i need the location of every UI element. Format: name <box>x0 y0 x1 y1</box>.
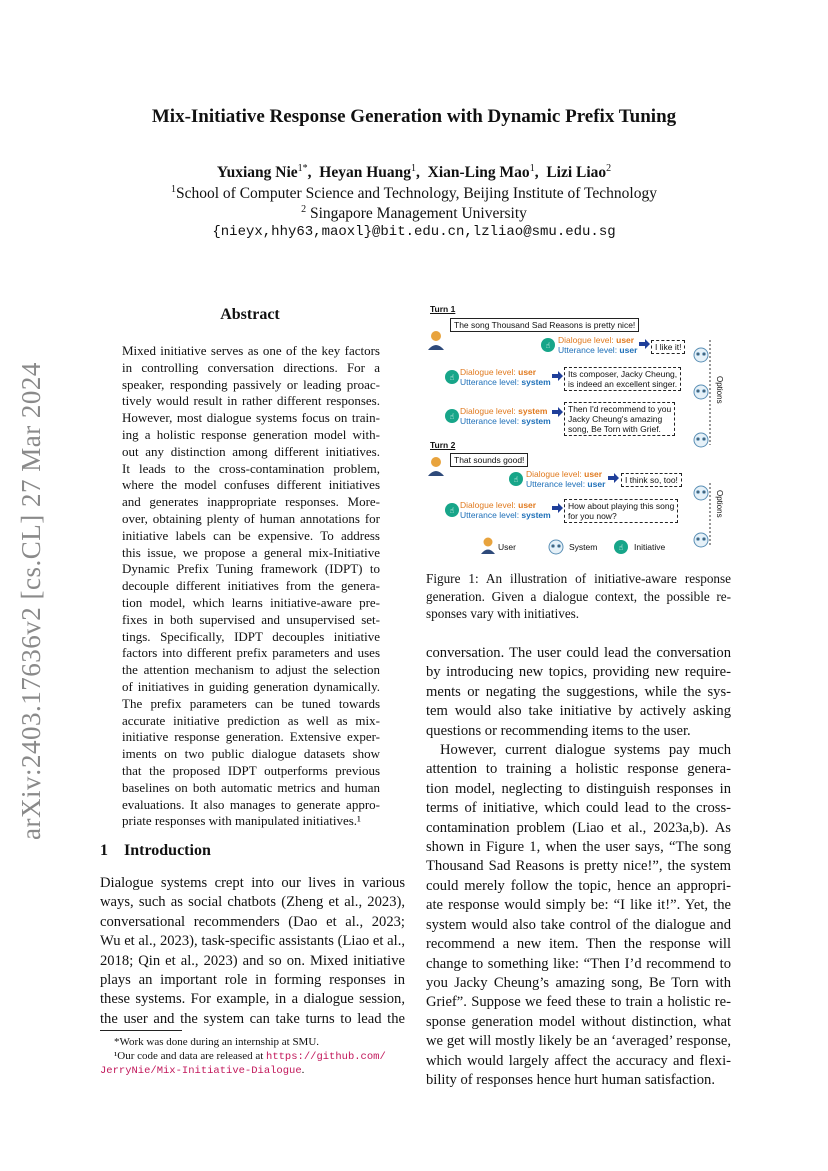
figure-1 <box>424 300 736 562</box>
text-line: shown in Figure 1, when the user says, “The song <box>426 839 731 856</box>
legend-system: System <box>569 542 598 552</box>
text-line: ing a holistic response generation model with- <box>122 426 380 442</box>
text-line: questions or recommending items to the user. <box>426 722 691 739</box>
text-line: Mixed initiative serves as one of the key factors <box>122 343 380 358</box>
text-line: iments on two public dialogue datasets show <box>122 746 380 762</box>
response-i-think-so: I think so, too! <box>621 473 682 487</box>
intro-right-column <box>426 644 731 1090</box>
text-line: accurate initiative prediction as well as mix- <box>122 712 380 728</box>
text-line: which would largely affect the accuracy and flexi- <box>426 1052 731 1069</box>
text-line: The prefix parameters can be tuned towards <box>122 695 380 711</box>
robot-icon <box>694 486 708 500</box>
abstract-heading: Abstract <box>220 306 280 323</box>
level-label: Dialogue level: user Utterance level: system <box>460 367 551 387</box>
robot-icon <box>694 385 708 399</box>
text-line: system would also take control of the dialogue and <box>426 916 731 933</box>
text-line: decouple different initiatives from the genera- <box>122 578 380 594</box>
robot-icon <box>694 433 708 447</box>
legend-initiative-icon <box>614 540 628 554</box>
level-label: Dialogue level: user Utterance level: user <box>558 335 638 355</box>
legend-system-icon <box>549 540 563 554</box>
author-name: Heyan Huang <box>319 164 411 182</box>
author-name: Yuxiang Nie <box>216 164 298 182</box>
legend-initiative: Initiative <box>634 542 666 552</box>
arrow-icon <box>608 473 619 483</box>
options-label: Options <box>715 490 724 518</box>
code-link[interactable]: JerryNie/Mix-Initiative-Dialogue <box>100 1065 302 1077</box>
section-heading <box>100 842 211 860</box>
section-title: Introduction <box>124 842 211 859</box>
text-line: sponse generation model without distinction, what <box>426 1013 731 1030</box>
text-line: could merely follow the topic, hence an appropri- <box>426 877 731 894</box>
text-line: Figure 1: An illustration of initiative-aware response <box>426 571 731 586</box>
text-line: these systems. For example, in a dialogue session, <box>100 991 405 1008</box>
affiliation-mark: 2 <box>301 204 307 215</box>
response-i-like-it: I like it! <box>651 340 685 354</box>
text-line: we get will mostly likely be an ‘averaged’ response, <box>426 1033 731 1050</box>
text-line: ate response would simply be: “I like it!”. Yet, the <box>426 897 731 914</box>
text-line: tem would also take initiative by actively asking <box>426 703 731 720</box>
footnote-rule <box>100 1030 182 1031</box>
text-line: attention to training a holistic response genera- <box>426 761 731 778</box>
text-line: by introducing new topics, providing new require- <box>426 664 731 681</box>
svg-text:☝: ☝ <box>449 373 455 382</box>
text-line: tings. Specifically, IDPT decouples initiative <box>122 628 380 644</box>
text-line: conversation. The user could lead the conversation <box>426 645 731 661</box>
response-recommend: Then I'd recommend to you Jacky Cheung's amazing song, Be Torn with Grief. <box>564 402 675 436</box>
text-line: terms of initiative, which could lead to the cross- <box>426 800 731 817</box>
author-mark: 1 <box>411 163 416 174</box>
turn-2-label: Turn 2 <box>430 440 456 450</box>
text-line: plays an important role in forming responses in <box>100 972 405 989</box>
author-mark: 1* <box>297 163 308 174</box>
arrow-icon <box>639 339 650 349</box>
initiative-icon <box>541 338 555 352</box>
text-line: Thousand Sad Reasons is pretty nice!”, the system <box>426 858 731 875</box>
text-line: tively would result in rather different responses. <box>122 393 380 409</box>
text-line: However, most dialogue systems focus on train- <box>122 410 380 426</box>
text-line: tion model, neglecting to distinguish responses in <box>426 780 731 797</box>
svg-text:☝: ☝ <box>449 412 455 421</box>
svg-text:☝: ☝ <box>618 543 624 552</box>
intro-left-column <box>100 874 405 1029</box>
options-label: Options <box>715 376 724 404</box>
text-line: However, current dialogue systems pay much <box>440 742 731 759</box>
text-line: factors into different prefix parameters and uses <box>122 645 380 661</box>
affiliation <box>0 184 828 203</box>
svg-text:☝: ☝ <box>449 506 455 515</box>
author-name: Lizi Liao <box>546 164 607 182</box>
svg-text:☝: ☝ <box>513 475 519 484</box>
author-list: Yuxiang Nie$^{1*}$, Heyan Huang$^1$, Xian-Ling Mao$^1$, Lizi Liao$^2$ <box>216 163 612 182</box>
text-line: the attention mechanism to adjust the selection <box>122 662 380 678</box>
text-line: initiative labels can be expensive. To address <box>122 527 380 543</box>
text-line: initiative response generation. Extensive exper- <box>122 729 380 745</box>
text-line: evaluations. It also manages to generate appro- <box>122 796 380 812</box>
text-line: Grief”. Suppose we feed these to train a holistic re- <box>426 994 731 1011</box>
user-icon <box>428 331 444 350</box>
response-how-about: How about playing this song for you now? <box>564 499 678 523</box>
author-mark: 1 <box>529 163 535 174</box>
legend-user-icon <box>481 538 495 555</box>
text-line: speaker, responding passively or leading proac- <box>122 376 380 392</box>
footnote-code-cont <box>100 1063 405 1078</box>
section-number: 1 <box>100 842 108 859</box>
user-utterance-1: The song Thousand Sad Reasons is pretty nice! <box>450 318 639 332</box>
text-line: tion model, which learns initiative-aware pre- <box>122 594 380 610</box>
level-label: Dialogue level: user Utterance level: system <box>460 500 551 520</box>
initiative-icon <box>445 409 459 423</box>
footnote-text: . <box>301 1064 305 1076</box>
paper-title: Mix-Initiative Response Generation with Dynamic Prefix Tuning <box>151 106 677 127</box>
text-line: where the model confuses different initiatives <box>122 477 380 493</box>
response-composer: Its composer, Jacky Cheung, is indeed an excellent singer. <box>564 367 681 391</box>
level-label: Dialogue level: user Utterance level: user <box>526 469 606 489</box>
text-line: It leads to the cross-contamination problem, <box>122 460 380 476</box>
text-line: Dialogue systems crept into our lives in various <box>100 875 405 891</box>
initiative-icon <box>445 370 459 384</box>
robot-icon <box>694 348 708 362</box>
affiliation <box>0 204 828 223</box>
author-emails: {nieyx,hhy63,maoxl}@bit.edu.cn,lzliao@smu.edu.sg <box>212 224 616 240</box>
text-line: in controlling conversation directions. For a <box>122 359 380 375</box>
figure-caption <box>426 570 731 623</box>
turn-1-label: Turn 1 <box>430 304 456 314</box>
arrow-icon <box>552 503 563 513</box>
svg-text:☝: ☝ <box>545 341 551 350</box>
affiliation-text: School of Computer Science and Technology, Beijing Institute of Technology <box>176 185 657 203</box>
robot-icon <box>694 533 708 547</box>
text-line: ments or negating the suggestions, while the sys- <box>426 683 731 700</box>
user-utterance-2: That sounds good! <box>450 453 528 467</box>
footnote-code <box>100 1049 419 1064</box>
text-line: Dynamic Prefix Tuning framework (IDPT) to <box>122 561 380 577</box>
text-line: ways, such as social chatbots (Zheng et al., 2023), <box>100 894 405 911</box>
author-mark: 2 <box>606 163 612 174</box>
text-line: priate responses with manipulated initiatives.¹ <box>122 813 361 829</box>
text-line: bility of responses hence hurt human satisfaction. <box>426 1071 715 1088</box>
user-icon <box>428 457 444 476</box>
author-name: Xian-Ling Mao <box>427 164 530 182</box>
text-line: you Jacky Cheung’s amazing song, Be Torn with <box>426 974 731 991</box>
footnote-star: *Work was done during an internship at SMU. <box>114 1036 320 1048</box>
text-line: the user and the system can take turns to lead the <box>100 1010 405 1027</box>
text-line: 2018; Qin et al., 2023) and so on. Mixed initiative <box>100 952 405 969</box>
abstract-body <box>122 343 380 830</box>
text-line: change to something like: “Then I’d recommend to <box>426 955 731 972</box>
arxiv-stamp: arXiv:2403.17636v2 [cs.CL] 27 Mar 2024 <box>16 362 46 840</box>
text-line: over, obtaining plenty of human annotations for <box>122 510 380 526</box>
legend-user: User <box>498 542 516 552</box>
text-line: contamination problem (Liao et al., 2023a,b). As <box>426 819 731 836</box>
initiative-icon <box>509 472 523 486</box>
text-line: and generates inappropriate responses. More- <box>122 494 380 510</box>
arrow-icon <box>552 371 563 381</box>
text-line: recommend a new item. Then the response will <box>426 936 731 953</box>
code-link[interactable]: https://github.com/ <box>266 1051 386 1063</box>
text-line: out any distinction among different initiatives. <box>122 443 380 459</box>
footnote-text: ¹Our code and data are released at <box>114 1050 267 1062</box>
text-line: of initiatives in guiding generation dynamically. <box>122 678 380 694</box>
text-line: Wu et al., 2023), task-specific assistants (Liao et al., <box>100 933 405 950</box>
text-line: conversational recommenders (Dao et al., 2023; <box>100 913 405 930</box>
text-line: that the proposed IDPT outperforms previous <box>122 762 380 778</box>
text-line: generation. Given a dialogue context, the possible re- <box>426 588 731 604</box>
text-line: this issue, we propose a general mix-Initiative <box>122 544 380 560</box>
arrow-icon <box>552 407 563 417</box>
text-line: baselines on both automatic metrics and human <box>122 779 380 795</box>
text-line: sponses vary with initiatives. <box>426 606 580 622</box>
text-line: fixes in both supervised and unsupervised set- <box>122 611 380 627</box>
affiliation-text: Singapore Management University <box>309 205 527 223</box>
affiliation-mark: 1 <box>171 184 176 195</box>
level-label: Dialogue level: system Utterance level: system <box>460 406 551 426</box>
initiative-icon <box>445 503 459 517</box>
